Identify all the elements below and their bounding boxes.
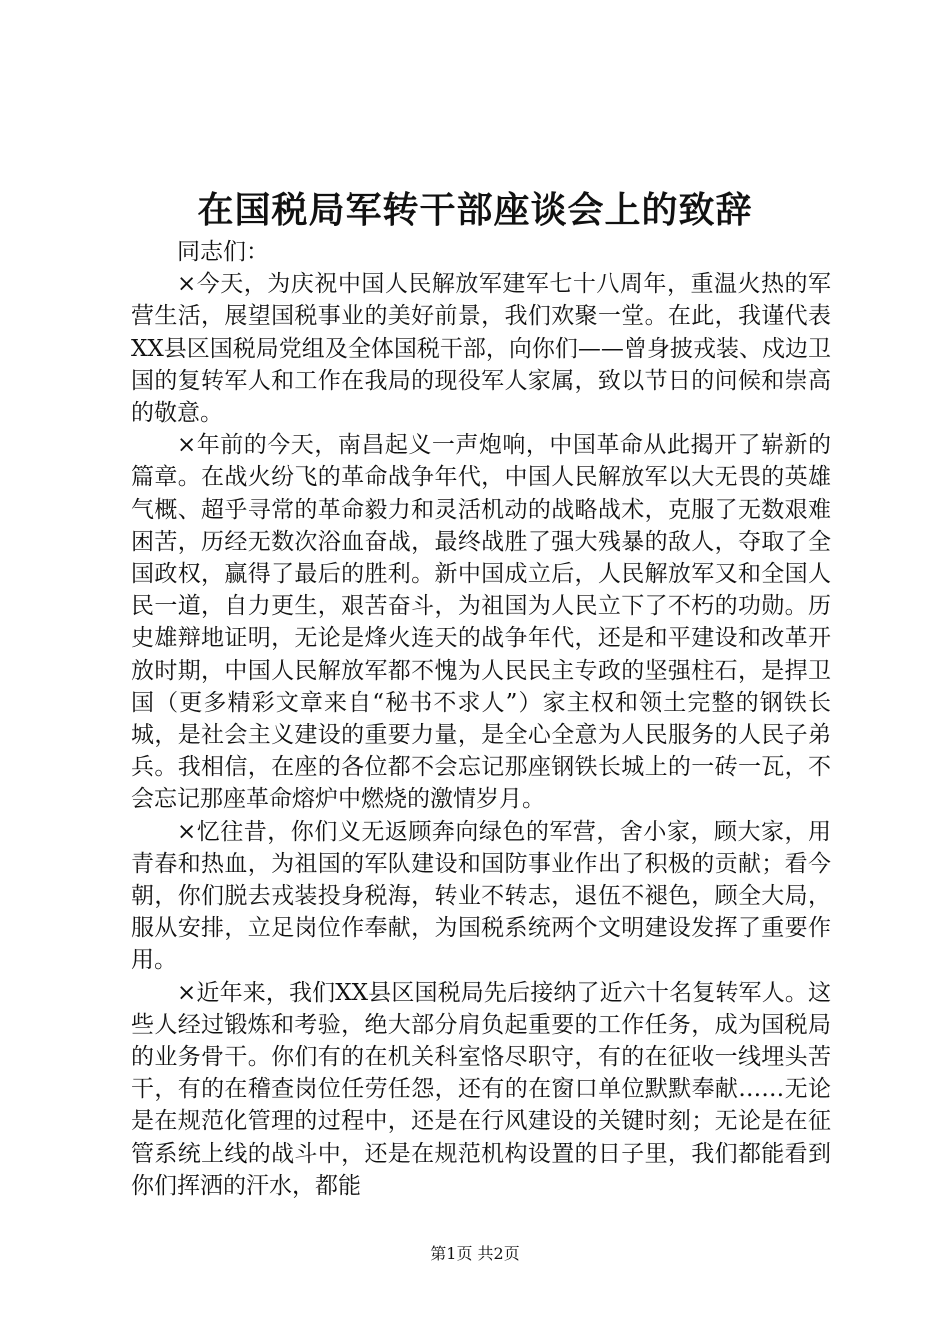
paragraph-3: ×忆往昔，你们义无返顾奔向绿色的军营，舍小家，顾大家，用青春和热血，为祖国的军队建设和国防事业作出了积极的贡献；看今朝，你们脱去戎装投身税海，转业不转志，退伍不褪色，顾全大局，服从安排，立足岗位作奉献，为国税系统两个文明建设发挥了重要作用。 (131, 818, 831, 974)
salutation: 同志们： (177, 239, 269, 265)
document-title: 在国税局军转干部座谈会上的致辞 (197, 189, 753, 231)
paragraph-4: ×近年来，我们XX县区国税局先后接纳了近六十名复转军人。这些人经过锻炼和考验，绝大部分肩负起重要的工作任务，成为国税局的业务骨干。你们有的在机关科室恪尽职守，有的在征收一线埋头苦干，有的在稽查岗位任劳任怨，还有的在窗口单位默默奉献……无论是在规范化管理的过程中，还是在行风建设的关键时刻；无论是在征管系统上线的战斗中，还是在规范机构设置的日子里，我们都能看到你们挥洒的汗水，都能 (131, 979, 831, 1199)
page-number-footer: 第1页 共2页 (430, 1244, 520, 1263)
document-body (131, 236, 831, 1202)
paragraph-1: ×今天，为庆祝中国人民解放军建军七十八周年，重温火热的军营生活，展望国税事业的美好前景，我们欢聚一堂。在此，我谨代表XX县区国税局党组及全体国税干部，向你们——曾身披戎装、戍边卫国的复转军人和工作在我局的现役军人家属，致以节日的问候和崇高的敬意。 (131, 271, 831, 427)
paragraph-2: ×年前的今天，南昌起义一声炮响，中国革命从此揭开了崭新的篇章。在战火纷飞的革命战争年代，中国人民解放军以大无畏的英雄气概、超乎寻常的革命毅力和灵活机动的战略战术，克服了无数艰难困苦，历经无数次浴血奋战，最终战胜了强大残暴的敌人，夺取了全国政权，赢得了最后的胜利。新中国成立后，人民解放军又和全国人民一道，自力更生，艰苦奋斗，为祖国为人民立下了不朽的功勋。历史雄辩地证明，无论是烽火连天的战争年代，还是和平建设和改革开放时期，中国人民解放军都不愧为人民民主专政的坚强柱石，是捍卫国（更多精彩文章来自“秘书不求人”）家主权和领土完整的钢铁长城，是社会主义建设的重要力量，是全心全意为人民服务的人民子弟兵。我相信，在座的各位都不会忘记那座钢铁长城上的一砖一瓦，不会忘记那座革命熔炉中燃烧的激情岁月。 (131, 432, 831, 813)
